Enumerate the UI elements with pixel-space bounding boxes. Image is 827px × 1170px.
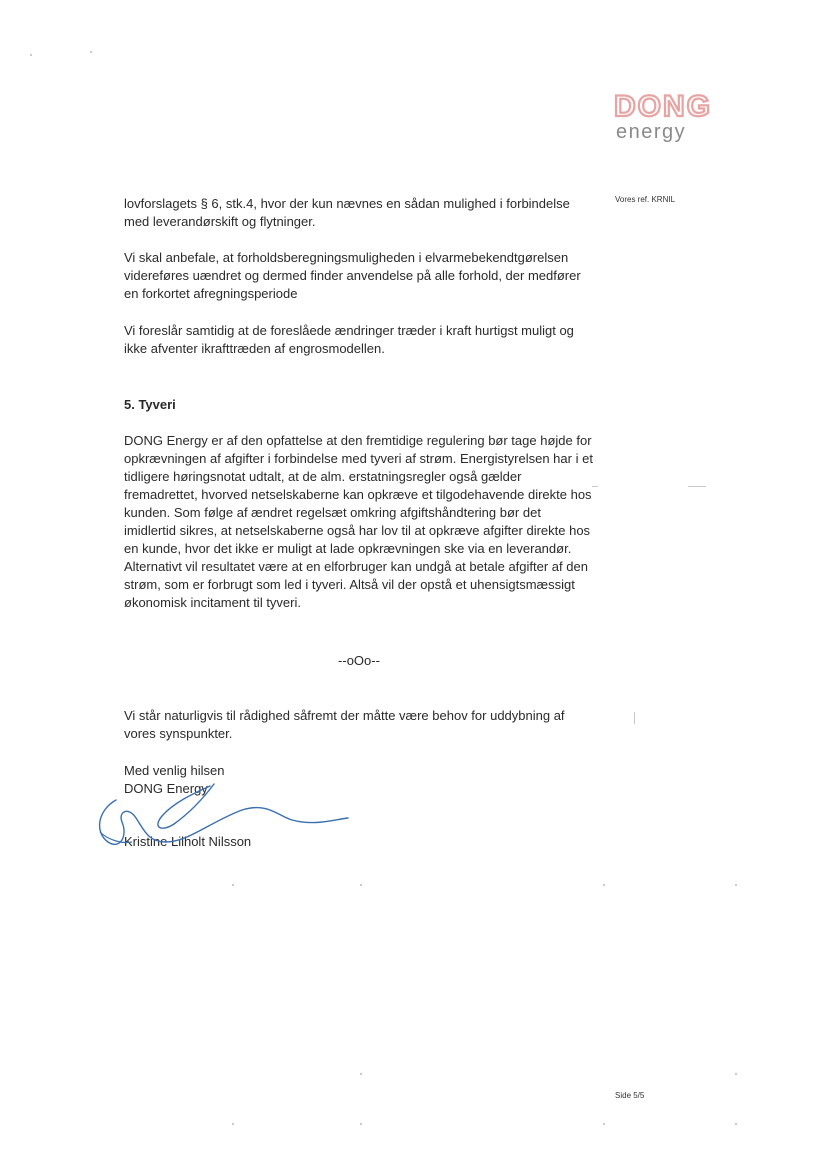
- paragraph-2: Vi skal anbefale, at forholdsberegningsmuligheden i elvarmebekendtgørelsen videreføres uændret og dermed finder anvendelse på alle forhold, der medfører en forkortet afregningsperiode: [124, 250, 581, 301]
- scan-speck: [360, 1123, 362, 1125]
- scan-speck: [90, 51, 92, 53]
- paragraph-3: Vi foreslår samtidig at de foreslåede ændringer træder i kraft hurtigst muligt og ikke afventer ikrafttræden af engrosmodellen.: [124, 323, 574, 356]
- paragraph-5: Vi står naturligvis til rådighed såfremt der måtte være behov for uddybning af vores synspunkter.: [124, 708, 565, 741]
- company-name: DONG Energy: [124, 781, 208, 796]
- page-number: Side 5/5: [615, 1091, 645, 1100]
- dong-energy-logo: [614, 90, 774, 142]
- scan-mark: [634, 712, 635, 724]
- scan-speck: [735, 884, 737, 886]
- scan-speck: [735, 1123, 737, 1125]
- section-heading: 5. Tyveri: [124, 397, 176, 412]
- reference-label: Vores ref. KRNIL: [615, 195, 676, 204]
- scan-speck: [603, 1123, 605, 1125]
- closing-line: Med venlig hilsen: [124, 763, 225, 778]
- scan-mark: [688, 486, 706, 487]
- paragraph-4: DONG Energy er af den opfattelse at den fremtidige regulering bør tage højde for opkrævningen af afgifter i forbindelse med tyveri af strøm. Energistyrelsen har i et tidligere høringsnotat udtalt, at de alm. erstatningsregler også gælder fremadrettet, hvorved netselskaberne kan opkræve et tilgodehavende direkte hos kunden. Som følge af ændret regelsæt omkring afgiftshåndtering bør det imidlertid sikres, at netselskaberne også har lov til at opkræve afgifter direkte hos en kunde, hvor det ikke er muligt at lade opkrævningen ske via en leverandør. Alternativt vil resultatet være at en elforbruger kan undgå at betale afgifter af den strøm, som er forbrugt som led i tyveri. Altså vil der opstå et uhensigtsmæssigt økonomisk incitament til tyveri.: [124, 433, 593, 610]
- signer-name: Kristine Lilholt Nilsson: [124, 834, 252, 849]
- separator: --oOo--: [338, 653, 380, 668]
- scan-speck: [232, 884, 234, 886]
- logo-word-top: DONG: [614, 90, 712, 123]
- scan-speck: [360, 884, 362, 886]
- logo-word-bottom: energy: [616, 121, 687, 142]
- paragraph-1: lovforslagets § 6, stk.4, hvor der kun nævnes en sådan mulighed i forbindelse med leverandørskift og flytninger.: [124, 196, 570, 229]
- scan-mark: [592, 486, 598, 487]
- logo-graphic: [614, 90, 774, 142]
- scan-speck: [30, 54, 32, 56]
- scan-speck: [735, 1073, 737, 1075]
- scan-speck: [603, 884, 605, 886]
- scan-speck: [360, 1073, 362, 1075]
- scan-speck: [232, 1123, 234, 1125]
